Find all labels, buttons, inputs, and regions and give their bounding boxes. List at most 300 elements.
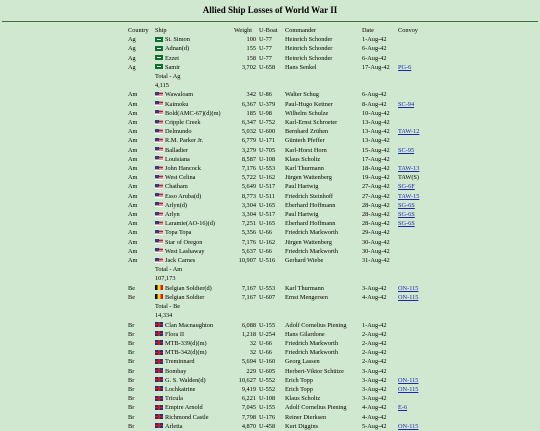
convoy-cell: [398, 54, 422, 63]
ship-name: Arlyn(d): [165, 201, 188, 209]
date-cell: 30-Aug-42: [362, 238, 390, 246]
uboat-cell: U-600: [259, 128, 276, 136]
flag-us-icon: [155, 92, 163, 97]
total-value: 107,173: [155, 275, 176, 283]
commander-cell: Herbert-Viktor Schütze: [285, 367, 344, 375]
flag-uk-icon: [155, 322, 163, 327]
commander-cell: Heinrich Schonder: [285, 45, 333, 53]
uboat-cell: U-752: [259, 119, 276, 127]
country-cell: Am: [128, 174, 138, 182]
flag-belgium-icon: [155, 294, 163, 299]
weight-cell: 7,798: [241, 413, 256, 421]
date-cell: 19-Aug-42: [362, 174, 390, 182]
uboat-cell: U-511: [259, 192, 275, 200]
ship-cell: [155, 330, 230, 339]
convoy-link[interactable]: ON-115: [398, 376, 419, 384]
uboat-cell: U-66: [259, 339, 272, 347]
flag-uk-icon: [155, 359, 163, 364]
table-row: [128, 136, 422, 145]
ship-name: Laramie(AO-16)(d): [165, 220, 215, 228]
country-cell: Am: [128, 220, 138, 228]
country-cell: Am: [128, 201, 138, 209]
date-cell: 13-Aug-42: [362, 119, 390, 127]
ship-cell: [155, 256, 230, 265]
country-cell: Br: [128, 385, 135, 393]
uboat-cell: U-552: [259, 385, 276, 393]
total-spacer: [128, 81, 155, 90]
weight-cell: 10,627: [238, 376, 256, 384]
ship-cell: [155, 44, 230, 53]
commander-cell: Erich Topp: [285, 376, 313, 384]
flag-us-icon: [155, 166, 163, 171]
weight-cell: 100: [246, 36, 256, 44]
total-label-text: Total - Am: [155, 266, 183, 274]
table-row: [128, 376, 422, 385]
date-cell: 3-Aug-42: [362, 385, 387, 393]
ship-cell: [155, 182, 230, 191]
convoy-cell: [398, 44, 422, 53]
table-row: [128, 63, 422, 72]
ship-cell: [155, 118, 230, 127]
convoy-cell: [398, 247, 422, 256]
table-row: [128, 394, 422, 403]
uboat-cell: U-552: [259, 376, 276, 384]
uboat-cell: U-160: [259, 358, 276, 366]
table-row: [128, 100, 422, 109]
country-cell: Am: [128, 257, 138, 265]
ship-name: Delmundo: [165, 128, 192, 136]
country-cell: Am: [128, 128, 138, 136]
commander-cell: Hans Gilardone: [285, 330, 325, 338]
convoy-cell: [398, 219, 422, 228]
convoy-cell: [398, 146, 422, 155]
convoy-link[interactable]: SG-6S: [398, 220, 415, 228]
table-row: [128, 348, 422, 357]
table-row: [128, 155, 422, 164]
date-cell: 5-Aug-42: [362, 422, 387, 430]
commander-cell: Friedrich Markworth: [285, 349, 338, 357]
convoy-link[interactable]: ON-115: [398, 293, 419, 301]
table-row: [128, 339, 422, 348]
convoy-link[interactable]: ON-115: [398, 385, 419, 393]
country-cell: Be: [128, 284, 135, 292]
table-row: [128, 54, 422, 63]
country-cell: Br: [128, 367, 135, 375]
convoy-cell: [398, 164, 422, 173]
table-row: [128, 210, 422, 219]
convoy-cell: [398, 100, 422, 109]
flag-uk-icon: [155, 377, 163, 382]
commander-cell: Georg Lassen: [285, 358, 320, 366]
ship-name: Tricula: [165, 395, 183, 403]
convoy-link[interactable]: SC-94: [398, 100, 415, 108]
country-cell: Ag: [128, 36, 136, 44]
ship-cell: [155, 146, 230, 155]
date-cell: 17-Aug-42: [362, 63, 390, 71]
convoy-cell: [398, 136, 422, 145]
country-cell: Am: [128, 146, 138, 154]
uboat-cell: U-155: [259, 404, 276, 412]
convoy-link[interactable]: TAW-12: [398, 128, 420, 136]
commander-cell: Friedrich Markworth: [285, 339, 338, 347]
convoy-link[interactable]: TAW-15: [398, 192, 420, 200]
convoy-cell: [398, 348, 422, 357]
date-cell: 27-Aug-42: [362, 183, 390, 191]
flag-uk-icon: [155, 331, 163, 336]
table-row: [128, 330, 422, 339]
uboat-cell: U-66: [259, 349, 272, 357]
weight-cell: 32: [249, 349, 256, 357]
total-spacer: [128, 265, 155, 274]
table-row: [128, 367, 422, 376]
convoy-cell: [398, 394, 422, 403]
convoy-cell: [398, 118, 422, 127]
total-label: [155, 265, 230, 274]
ship-name: G. S. Walden(d): [165, 376, 206, 384]
date-cell: 3-Aug-42: [362, 367, 387, 375]
commander-cell: Friedrich Markworth: [285, 247, 338, 255]
country-cell: Br: [128, 413, 135, 421]
ship-name: Topa Topa: [165, 229, 192, 237]
weight-cell: 5,637: [241, 247, 256, 255]
ship-cell: [155, 136, 230, 145]
convoy-cell: [398, 182, 422, 191]
uboat-cell: U-77: [259, 54, 272, 62]
weight-cell: 5,032: [241, 128, 256, 136]
table-row: [128, 422, 422, 431]
table-row: [128, 228, 422, 237]
country-cell: Am: [128, 155, 138, 163]
date-cell: 2-Aug-42: [362, 358, 387, 366]
convoy-cell: [398, 63, 422, 72]
ship-name: Belgian Soldier: [165, 293, 205, 301]
weight-cell: 7,045: [241, 404, 256, 412]
total-row: [128, 302, 422, 311]
convoy-link[interactable]: ON-115: [398, 422, 419, 430]
convoy-cell: [398, 321, 422, 330]
weight-cell: 3,304: [241, 201, 256, 209]
ship-name: John Hancock: [165, 165, 201, 173]
commander-cell: Karl-Ernst Schroeter: [285, 119, 338, 127]
weight-cell: 5,356: [241, 229, 256, 237]
convoy-cell: [398, 201, 422, 210]
ship-name: Treminnard: [165, 358, 195, 366]
ship-name: Balladier: [165, 146, 189, 154]
weight-cell: 5,649: [241, 183, 256, 191]
table-row: [128, 413, 422, 422]
convoy-cell: [398, 173, 422, 182]
flag-us-icon: [155, 110, 163, 115]
ship-cell: [155, 238, 230, 247]
uboat-cell: U-516: [259, 257, 276, 265]
date-cell: 18-Aug-42: [362, 165, 390, 173]
date-cell: 4-Aug-42: [362, 413, 387, 421]
ship-name: Adnan(d): [165, 45, 190, 53]
table-row: [128, 293, 422, 302]
ship-cell: [155, 284, 230, 293]
uboat-cell: U-553: [259, 165, 276, 173]
commander-cell: Adolf Cornelius Piening: [285, 321, 347, 329]
weight-cell: 3,304: [241, 211, 256, 219]
flag-uk-icon: [155, 423, 163, 428]
commander-cell: Hans Senkel: [285, 63, 317, 71]
date-cell: 1-Aug-42: [362, 321, 387, 329]
table-row: [128, 182, 422, 191]
uboat-cell: U-108: [259, 395, 276, 403]
convoy-cell: [398, 238, 422, 247]
convoy-link[interactable]: ON-115: [398, 284, 419, 292]
uboat-cell: U-162: [259, 174, 276, 182]
flag-saudi-icon: [155, 55, 163, 60]
date-cell: 13-Aug-42: [362, 137, 390, 145]
date-cell: 29-Aug-42: [362, 229, 390, 237]
country-cell: Am: [128, 183, 138, 191]
date-cell: 10-Aug-42: [362, 109, 390, 117]
ship-name: Jack Carnes: [165, 257, 196, 265]
ship-name: Ezzet: [165, 54, 179, 62]
flag-us-icon: [155, 239, 163, 244]
ship-cell: [155, 164, 230, 173]
table-row: [128, 173, 422, 182]
weight-cell: 7,176: [241, 238, 256, 246]
weight-cell: 8,773: [241, 192, 256, 200]
uboat-cell: U-607: [259, 293, 276, 301]
convoy-link[interactable]: PG-6: [398, 63, 412, 71]
ship-cell: [155, 100, 230, 109]
weight-cell: 5,694: [241, 358, 256, 366]
convoy-cell: [398, 210, 422, 219]
convoy-cell: [398, 385, 422, 394]
commander-cell: Jürgen Wattenberg: [285, 174, 332, 182]
commander-cell: Kurt Diggins: [285, 422, 319, 430]
ship-name: Wawaloam: [165, 91, 194, 99]
table-row: [128, 164, 422, 173]
total-row: [128, 72, 422, 81]
country-cell: Am: [128, 238, 138, 246]
weight-cell: 7,167: [241, 284, 256, 292]
convoy-text: TAW(S): [398, 174, 420, 182]
ship-name: Chatham: [165, 183, 188, 191]
ship-cell: [155, 422, 230, 431]
ship-losses-table: [128, 26, 422, 431]
ship-name: Lochkatrine: [165, 385, 196, 393]
total-row: [128, 265, 422, 274]
column-header-date: Date: [362, 27, 374, 34]
flag-uk-icon: [155, 350, 163, 355]
convoy-cell: [398, 109, 422, 118]
country-cell: Br: [128, 358, 135, 366]
weight-cell: 185: [246, 109, 256, 117]
total-value: 14,334: [155, 312, 173, 320]
country-cell: Be: [128, 293, 135, 301]
uboat-cell: U-162: [259, 238, 276, 246]
ship-cell: [155, 293, 230, 302]
date-cell: 2-Aug-42: [362, 339, 387, 347]
uboat-cell: U-98: [259, 109, 272, 117]
ship-name: Louisiana: [165, 155, 190, 163]
total-spacer: [128, 274, 155, 283]
commander-cell: Heinrich Schonder: [285, 54, 333, 62]
convoy-link[interactable]: TAW-13: [398, 165, 420, 173]
weight-cell: 342: [246, 91, 256, 99]
country-cell: Br: [128, 339, 135, 347]
table-row: [128, 201, 422, 210]
weight-cell: 7,167: [241, 293, 256, 301]
ship-name: R.M. Parker Jr.: [165, 137, 204, 145]
uboat-cell: U-705: [259, 146, 276, 154]
table-row: [128, 321, 422, 330]
uboat-cell: U-605: [259, 367, 276, 375]
table-row: [128, 284, 422, 293]
convoy-cell: [398, 422, 422, 431]
commander-cell: Walter Schug: [285, 91, 319, 99]
convoy-link[interactable]: SG-6S: [398, 211, 415, 219]
date-cell: 4-Aug-42: [362, 404, 387, 412]
commander-cell: Karl-Horst Horn: [285, 146, 327, 154]
commander-cell: Friedrich Markworth: [285, 229, 338, 237]
flag-uk-icon: [155, 368, 163, 373]
table-row: [128, 192, 422, 201]
convoy-cell: [398, 293, 422, 302]
country-cell: Am: [128, 165, 138, 173]
weight-cell: 3,702: [241, 63, 256, 71]
weight-cell: 7,251: [241, 220, 256, 228]
ship-name: Esso Aruba(d): [165, 192, 202, 200]
flag-us-icon: [155, 193, 163, 198]
weight-cell: 8,587: [241, 155, 256, 163]
uboat-cell: U-553: [259, 284, 276, 292]
weight-cell: 1,218: [241, 330, 256, 338]
date-cell: 1-Aug-42: [362, 36, 387, 44]
country-cell: Ag: [128, 63, 136, 71]
convoy-cell: [398, 228, 422, 237]
flag-uk-icon: [155, 386, 163, 391]
table-row: [128, 247, 422, 256]
convoy-link[interactable]: SG-6S: [398, 201, 415, 209]
date-cell: 15-Aug-42: [362, 146, 390, 154]
weight-cell: 6,088: [241, 321, 256, 329]
column-header-convoy: Convoy: [398, 27, 418, 34]
total-spacer: [128, 311, 155, 320]
ship-cell: [155, 210, 230, 219]
commander-cell: Paul Hartwig: [285, 183, 319, 191]
country-cell: Br: [128, 395, 135, 403]
convoy-cell: [398, 339, 422, 348]
total-label: [155, 72, 230, 81]
commander-cell: Friedrich Steinhoff: [285, 192, 333, 200]
weight-cell: 6,779: [241, 137, 256, 145]
date-cell: 6-Aug-42: [362, 45, 387, 53]
total-value-row: [128, 274, 422, 283]
ship-name: Belgian Soldier(d): [165, 284, 212, 292]
flag-us-icon: [155, 101, 163, 106]
weight-cell: 3,279: [241, 146, 256, 154]
date-cell: 17-Aug-42: [362, 155, 390, 163]
commander-cell: Eberhard Hoffmann: [285, 220, 336, 228]
flag-us-icon: [155, 230, 163, 235]
convoy-cell: [398, 330, 422, 339]
commander-cell: Karl Thurmann: [285, 284, 324, 292]
country-cell: Br: [128, 376, 135, 384]
convoy-link[interactable]: E-6: [398, 404, 408, 412]
ship-name: MTB-342(d)(m): [165, 349, 207, 357]
convoy-cell: [398, 192, 422, 201]
ship-name: Flora II: [165, 330, 185, 338]
date-cell: 2-Aug-42: [362, 349, 387, 357]
ship-name: Clan Macnaughton: [165, 321, 214, 329]
ship-cell: [155, 413, 230, 422]
weight-cell: 6,367: [241, 100, 256, 108]
ship-cell: [155, 201, 230, 210]
uboat-cell: U-176: [259, 413, 276, 421]
ship-name: MTB-339(d)(m): [165, 339, 207, 347]
ship-cell: [155, 394, 230, 403]
date-cell: 3-Aug-42: [362, 284, 387, 292]
flag-us-icon: [155, 120, 163, 125]
flag-us-icon: [155, 184, 163, 189]
convoy-link[interactable]: SG-6F: [398, 183, 415, 191]
uboat-cell: U-517: [259, 183, 276, 191]
total-value-row: [128, 81, 422, 90]
uboat-cell: U-254: [259, 330, 276, 338]
weight-cell: 32: [249, 339, 256, 347]
flag-us-icon: [155, 175, 163, 180]
ship-name: Cripple Creek: [165, 119, 201, 127]
uboat-cell: U-658: [259, 63, 276, 71]
ship-name: West Lashaway: [165, 247, 205, 255]
total-label: [155, 302, 230, 311]
table-row: [128, 35, 422, 44]
ship-name: Star of Oregon: [165, 238, 203, 246]
ship-cell: [155, 35, 230, 44]
column-header-country: Country: [128, 27, 149, 34]
title-divider: [2, 21, 538, 22]
flag-saudi-icon: [155, 46, 163, 51]
page-title: Allied Ship Losses of World War II: [202, 5, 338, 15]
uboat-cell: U-165: [259, 201, 276, 209]
convoy-link[interactable]: SC-95: [398, 146, 415, 154]
commander-cell: Gerhard Wiebe: [285, 257, 324, 265]
ship-cell: [155, 127, 230, 136]
date-cell: 28-Aug-42: [362, 211, 390, 219]
flag-us-icon: [155, 129, 163, 134]
uboat-cell: U-77: [259, 36, 272, 44]
ship-name: West Celina: [165, 174, 196, 182]
flag-us-icon: [155, 138, 163, 143]
date-cell: 8-Aug-42: [362, 100, 387, 108]
commander-cell: Klaus Scholtz: [285, 395, 321, 403]
uboat-cell: U-155: [259, 321, 276, 329]
ship-name: Arletta: [165, 422, 183, 430]
uboat-cell: U-86: [259, 91, 272, 99]
flag-uk-icon: [155, 396, 163, 401]
date-cell: 30-Aug-42: [362, 247, 390, 255]
ship-name: Bold(AMC-67)(d)(m): [165, 109, 221, 117]
ship-cell: [155, 348, 230, 357]
country-cell: Am: [128, 137, 138, 145]
weight-cell: 10,907: [238, 257, 256, 265]
table-row: [128, 90, 422, 99]
date-cell: 13-Aug-42: [362, 128, 390, 136]
table-header-row: [128, 26, 422, 35]
table-row: [128, 127, 422, 136]
ship-cell: [155, 155, 230, 164]
country-cell: Am: [128, 119, 138, 127]
flag-saudi-icon: [155, 37, 163, 42]
ship-cell: [155, 357, 230, 366]
weight-cell: 4,870: [241, 422, 256, 430]
date-cell: 3-Aug-42: [362, 376, 387, 384]
